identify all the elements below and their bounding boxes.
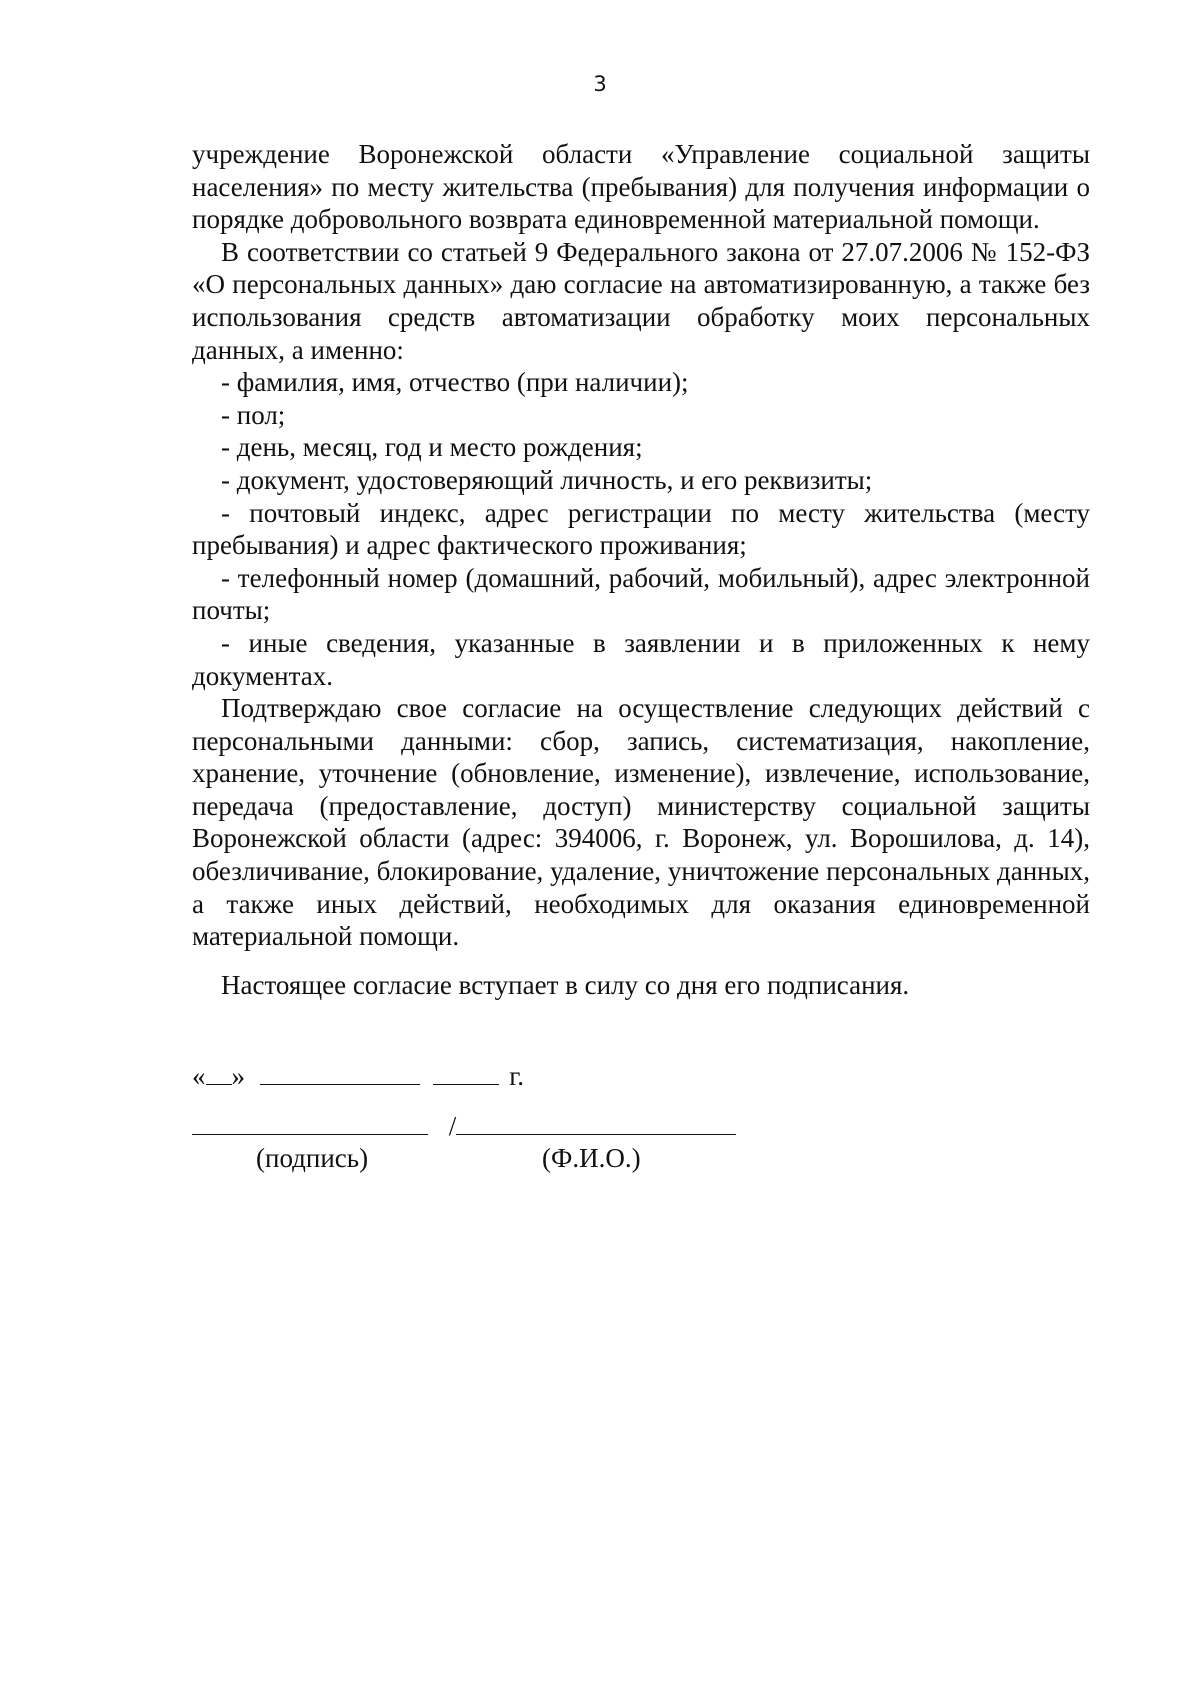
name-caption: (Ф.И.О.) — [542, 1143, 641, 1173]
signature-caption: (подпись) — [256, 1143, 369, 1173]
list-item: - иные сведения, указанные в заявлении и в приложенных к нему документах. — [192, 627, 1090, 691]
close-quote: » — [231, 1061, 245, 1091]
separator-slash: / — [448, 1111, 457, 1141]
paragraph-actions: Подтверждаю свое согласие на осуществление следующих действий с персональными данными: сбор, запись, систематизация, накопление, хранение, уточнение (обновление, изменение), извлечение, использование, передача (предоставление, доступ) министерству социальной защиты Воронежской области (адрес: 394006, г. Воронеж, ул. Ворошилова, д. 14), обезличивание, блокирование, удаление, уничтожение персональных данных, а также иных действий, необходимых для оказания единовременной материальной помощи. — [192, 693, 1090, 952]
name-blank — [456, 1108, 736, 1135]
signature-blank — [192, 1108, 428, 1135]
page-number: 3 — [593, 72, 607, 96]
document-body — [192, 138, 1090, 1001]
month-blank — [260, 1058, 420, 1085]
paragraph-continuation: учреждение Воронежской области «Управление социальной защиты населения» по месту жительства (пребывания) для получения информации о порядке добровольного возврата единовременной материальной помощи. — [192, 139, 1090, 235]
list-item: - пол; — [221, 399, 286, 430]
year-suffix: г. — [509, 1061, 525, 1091]
paragraph-effective: Настоящее согласие вступает в силу со дня его подписания. — [221, 969, 910, 1000]
day-blank — [206, 1058, 232, 1085]
list-item: - фамилия, имя, отчество (при наличии); — [221, 367, 689, 398]
year-blank — [433, 1058, 499, 1085]
list-item: - почтовый индекс, адрес регистрации по месту жительства (месту пребывания) и адрес фактического проживания; — [192, 497, 1090, 561]
open-quote: « — [192, 1061, 206, 1091]
list-item: - документ, удостоверяющий личность, и его реквизиты; — [221, 464, 873, 495]
list-item: - телефонный номер (домашний, рабочий, мобильный), адрес электронной почты; — [192, 562, 1090, 626]
paragraph-consent-intro: В соответствии со статьей 9 Федерального закона от 27.07.2006 № 152-ФЗ «О персональных данных» даю согласие на автоматизированную, а также без использования средств автоматизации обработку моих персональных данных, а именно: — [192, 236, 1090, 365]
list-item: - день, месяц, год и место рождения; — [221, 432, 643, 463]
date-field — [192, 1058, 524, 1092]
signature-field — [192, 1108, 736, 1142]
